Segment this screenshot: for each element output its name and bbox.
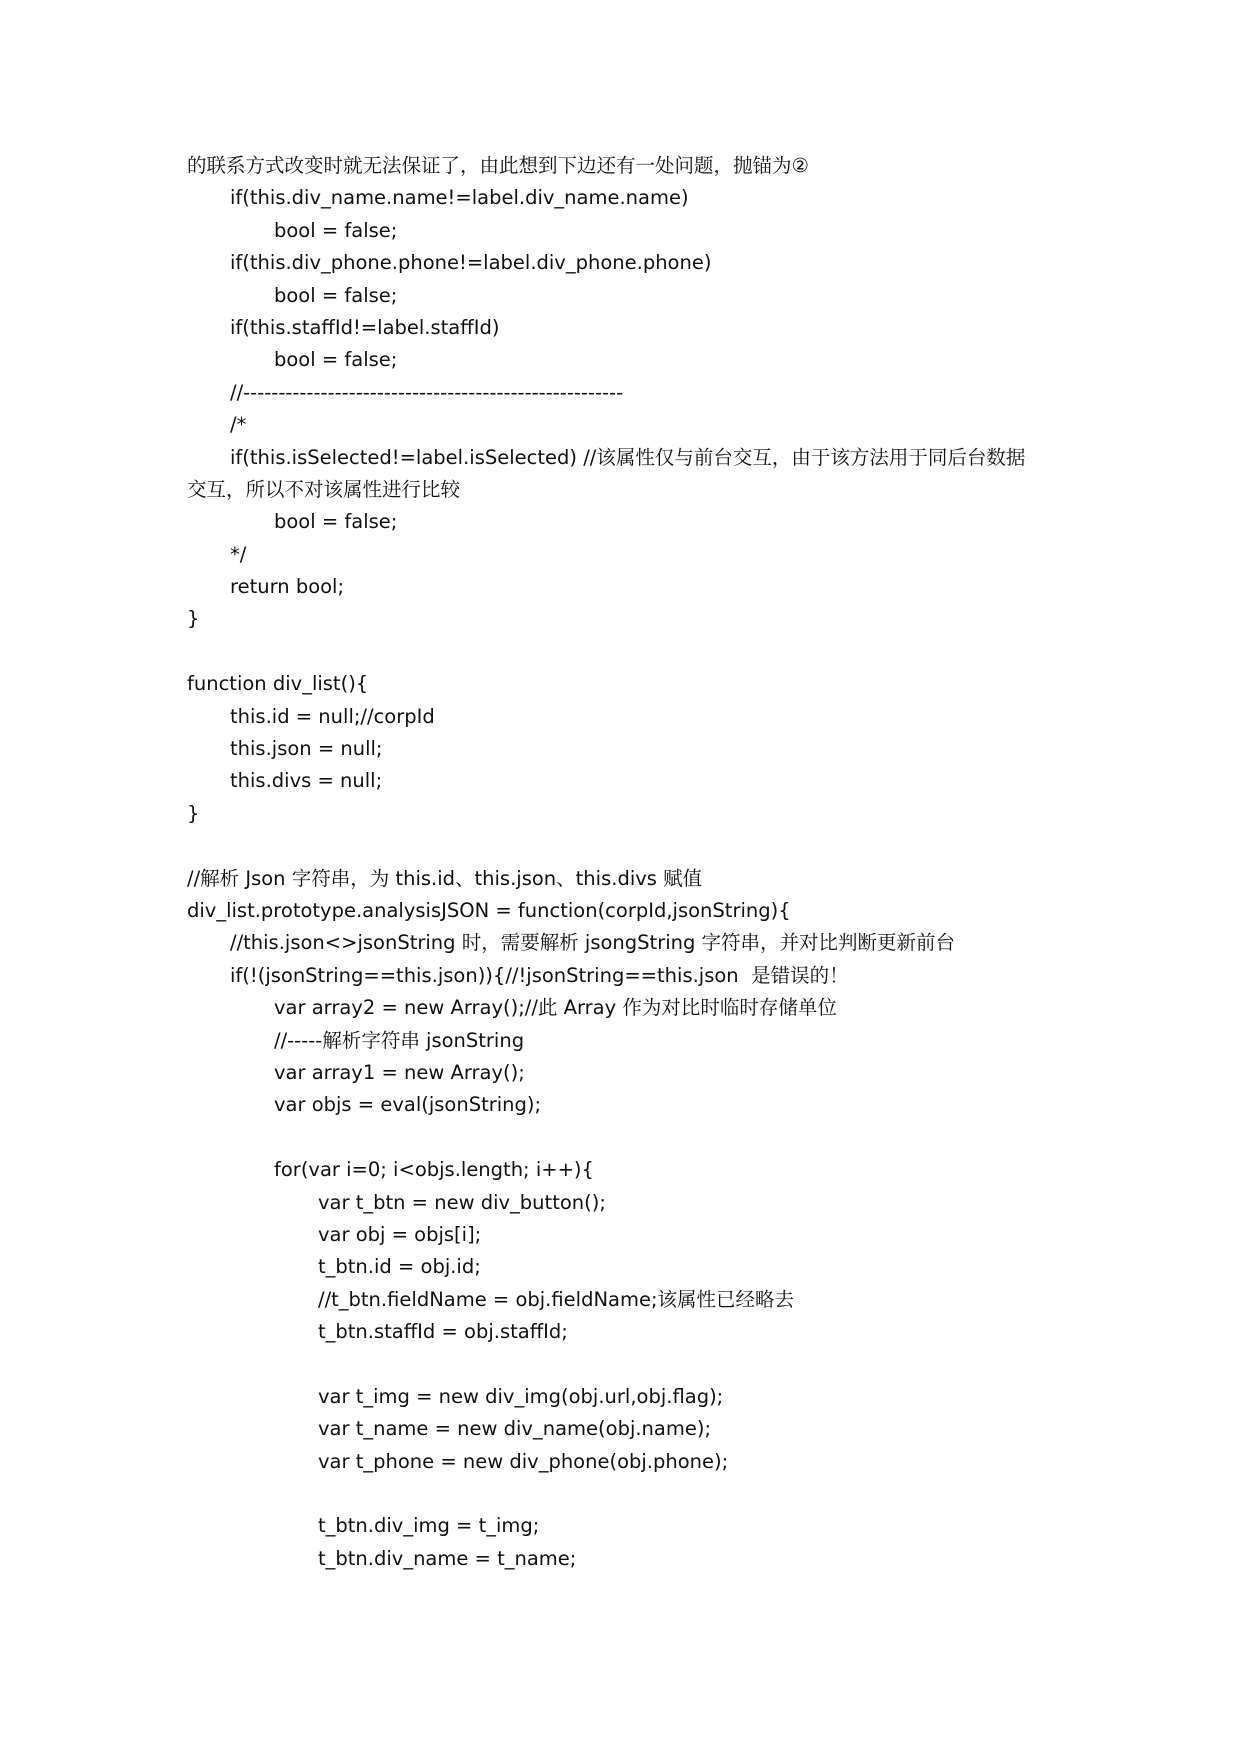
text-line: var array1 = new Array();: [274, 1060, 525, 1084]
text-line: var t_img = new div_img(obj.url,obj.flag);: [318, 1384, 724, 1408]
text-line: t_btn.div_name = t_name;: [318, 1546, 577, 1570]
text-line: 交互，所以不对该属性进行比较: [187, 477, 461, 501]
text-line: bool = false;: [274, 218, 398, 242]
text-line: var obj = objs[i];: [318, 1222, 482, 1246]
text-line: //-----解析字符串 jsonString: [274, 1028, 525, 1052]
text-line: if(this.div_name.name!=label.div_name.name): [230, 186, 689, 210]
text-line: this.divs = null;: [230, 769, 383, 793]
text-line: t_btn.div_img = t_img;: [318, 1514, 540, 1538]
blank-line: [187, 1348, 1087, 1380]
text-line: if(this.div_phone.phone!=label.div_phone.phone): [230, 251, 712, 275]
text-line: //------------------------------------------------------: [230, 380, 624, 404]
text-line: var t_phone = new div_phone(obj.phone);: [318, 1449, 729, 1473]
text-line: bool = false;: [274, 283, 398, 307]
text-line: }: [187, 801, 200, 825]
code-listing: [187, 150, 1087, 1575]
text-line: var t_name = new div_name(obj.name);: [318, 1417, 712, 1441]
text-line: if(this.isSelected!=label.isSelected) //该属性仅与前台交互，由于该方法用于同后台数据: [230, 445, 1026, 469]
text-line: t_btn.staffId = obj.staffId;: [318, 1320, 568, 1344]
text-line: t_btn.id = obj.id;: [318, 1255, 481, 1279]
text-line: div_list.prototype.analysisJSON = function(corpId,jsonString){: [187, 898, 791, 922]
text-line: //解析 Json 字符串，为 this.id、this.json、this.divs 赋值: [187, 866, 703, 890]
text-line: for(var i=0; i<objs.length; i++){: [274, 1158, 594, 1182]
text-line: return bool;: [230, 575, 345, 599]
text-line: //this.json<>jsonString 时，需要解析 jsongString 字符串，并对比判断更新前台: [230, 931, 956, 955]
text-line: var objs = eval(jsonString);: [274, 1093, 542, 1117]
blank-line: [187, 1478, 1087, 1510]
blank-line: [187, 1122, 1087, 1154]
text-line: bool = false;: [274, 348, 398, 372]
blank-line: [187, 830, 1087, 862]
text-line: this.json = null;: [230, 737, 383, 761]
text-line: if(!(jsonString==this.json)){//!jsonString==this.json 是错误的！: [230, 963, 849, 987]
text-line: var array2 = new Array();//此 Array 作为对比时临时存储单位: [274, 996, 837, 1020]
text-line: if(this.staffId!=label.staffId): [230, 315, 500, 339]
text-line: function div_list(){: [187, 672, 369, 696]
text-line: var t_btn = new div_button();: [318, 1190, 606, 1214]
text-line: 的联系方式改变时就无法保证了，由此想到下边还有一处问题，抛锚为②: [187, 154, 809, 177]
blank-line: [187, 636, 1087, 668]
text-line: }: [187, 607, 200, 631]
text-line: */: [230, 542, 247, 566]
text-line: /*: [230, 413, 247, 437]
text-line: //t_btn.fieldName = obj.fieldName;该属性已经略去: [318, 1287, 795, 1311]
text-line: bool = false;: [274, 510, 398, 534]
text-line: this.id = null;//corpId: [230, 704, 435, 728]
